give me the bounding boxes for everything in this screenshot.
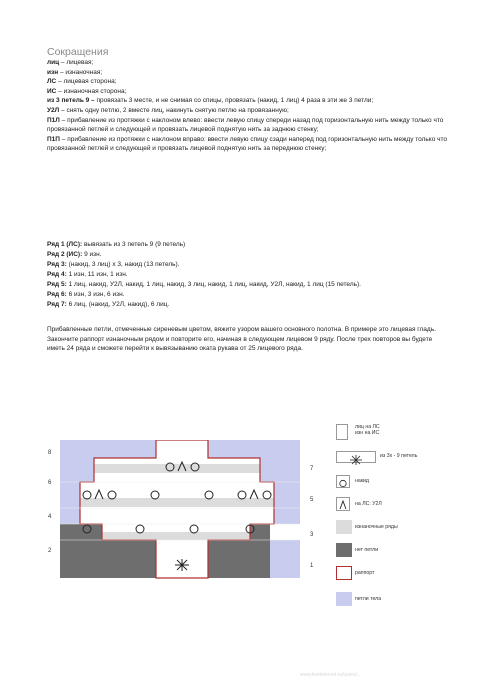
abbreviation-item: П1П – прибавление из протяжки с наклоном вправо: ввести левую спицу сзади наперед под горизонтальную нить между только что провязанной петлей и следующей и провязать лицевой поднятую нить за переднюю стенку; [47,135,448,153]
row-number: 2 [48,548,52,554]
abbreviation-item: У2Л – снять одну петлю, 2 вместе лиц, накинуть снятую петлю на провязанную; [47,106,289,114]
purl-row [94,464,260,473]
row-item: Ряд 5: 1 лиц, накид, У2Л, накид, 1 лиц, накид, 3 лиц, накид, 1 лиц, накид, У2Л, накид, 1 лиц (15 петель). [47,281,361,288]
yarn-over-icon [337,478,349,489]
snowflake-icon [337,455,375,465]
legend-swatch-repeat [336,566,352,580]
k2tog-icon [337,499,349,511]
row-number: 7 [310,466,314,472]
rows-instructions [47,240,452,310]
row-item: Ряд 2 (ИС): 9 изн. [47,251,102,258]
purl-row [80,498,274,507]
row-item: Ряд 6: 6 изн, 3 изн, 6 изн. [47,291,125,298]
abbreviations-list [47,58,452,154]
purl-row [102,532,250,540]
legend-label: изнаночные ряды [355,524,398,530]
abbreviation-item: П1Л – прибавление из протяжки с наклоном влево: ввести левую спицу спереди назад под горизонтальную нить между только что провязанной петлей и следующей и провязать лицевой поднятую нить за заднюю стенку; [47,116,444,134]
notes [47,325,447,354]
row-item: Ряд 4: 1 изн, 11 изн, 1 изн. [47,271,128,278]
left-row-numbers [48,450,52,554]
right-row-numbers [310,466,314,569]
row-item: Ряд 3: (накид, 3 лиц) х 3, накид (13 петель). [47,261,180,268]
snowflake-icon [175,559,189,571]
legend-swatch-no-stitch [336,543,352,557]
legend-swatch-purl [336,520,352,534]
row-number: 5 [310,497,314,503]
note-paragraph: Прибавленные петли, отмеченные сиреневым цветом, вяжите узором вашего основного полотна. В примере это лицевая гладь. [47,326,436,333]
legend-label: петли тела [355,596,382,602]
row-number: 3 [310,532,314,538]
legend-label: нет петли [355,547,379,553]
abbreviation-item: лиц – лицевая; [47,59,94,66]
row-item: Ряд 7: 6 лиц, (накид, У2Л, накид), 6 лиц. [47,301,170,308]
abbreviation-item: ИС – изнаночная сторона; [47,87,127,95]
row-number: 6 [48,480,52,486]
abbreviation-item: из 3 петель 9 – провязать 3 месте, и не снимая со спицы, провязать (накид, 1 лиц) 4 раза в эти же 3 петли; [47,97,374,105]
legend-swatch-body [336,592,352,606]
footer-watermark: www.liveinternet.ru/users/... [300,672,362,678]
legend-swatch-k2tog [336,497,350,511]
row-number: 4 [48,514,52,520]
legend-swatch-knit [336,424,348,440]
note-paragraph: Закончите раппорт изнаночным рядом и повторите его, начиная в следующем лицевом 9 ряду. После трех повторов вы будете иметь 24 ряда и сможете перейти к вывязыванию оката рукава от 25 лицевого ряда. [47,335,433,353]
row-number: 8 [48,450,52,456]
knitting-chart [38,440,323,582]
legend-swatch-inc9 [336,451,376,463]
row-number: 1 [310,563,314,569]
legend-label: на ЛС: У2Л [355,501,382,507]
body-stitches-area [270,540,300,578]
page-title: Сокращения [47,46,109,58]
legend-label: из 3х - 9 петель [380,453,418,459]
legend-label: раппорт [355,570,375,576]
row-item: Ряд 1 (ЛС): вывязать из 3 петель 9 (9 петель) [47,241,186,248]
legend-swatch-yo [336,475,350,488]
legend-label: накид [355,478,369,484]
abbreviation-item: изн – изнаночная; [47,68,103,76]
legend-label: лиц на ЛС изн на ИС [355,424,380,436]
abbreviation-item: ЛС – лицевая сторона; [47,78,117,86]
